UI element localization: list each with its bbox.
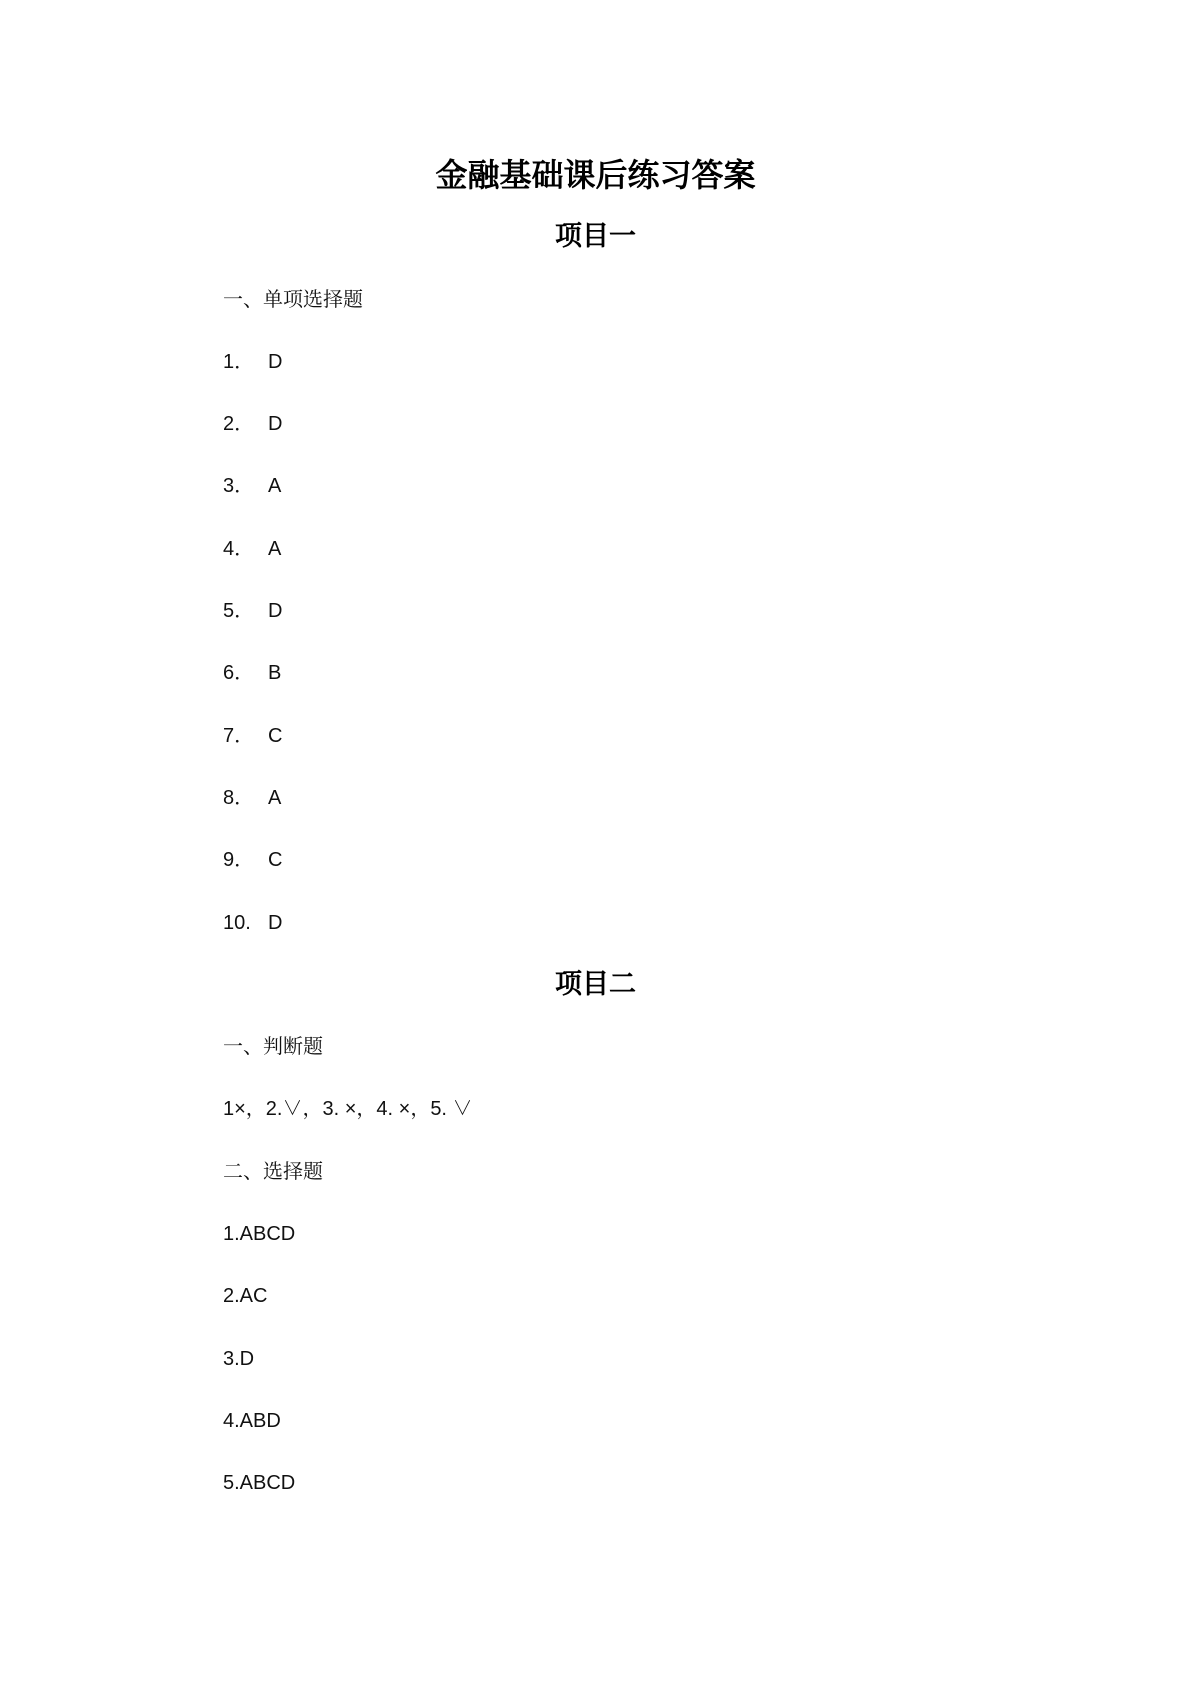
answer-item: 2.AC [223, 1285, 268, 1308]
answer-value: A [268, 475, 282, 498]
answer-number: 3． [223, 475, 255, 498]
answer-number: 4． [223, 537, 255, 560]
answer-value: D [268, 911, 283, 934]
answer-value: D [268, 413, 283, 436]
true-false-answers: 1×，2.∨，3. ×，4. ×，5. ∨ [223, 1098, 473, 1121]
answer-value: A [268, 786, 282, 809]
answer-item [0, 705, 1191, 767]
answer-value: C [268, 849, 283, 872]
answer-item: 1.ABCD [223, 1223, 296, 1246]
answer-item [0, 518, 1191, 580]
answer-item [0, 393, 1191, 455]
answer-value: D [268, 350, 283, 373]
section-heading-2: 项目二 [555, 968, 636, 1000]
part-label-choice: 二、选择题 [223, 1160, 323, 1183]
answer-item: 5.ABCD [223, 1472, 296, 1495]
answer-number: 6． [223, 662, 255, 685]
document-title: 金融基础课后练习答案 [435, 156, 756, 194]
answer-value: B [268, 662, 282, 685]
answer-item [0, 767, 1191, 829]
answer-item: 4.ABD [223, 1409, 281, 1432]
answer-value: A [268, 537, 282, 560]
answer-item [0, 455, 1191, 517]
answer-number: 8． [223, 786, 255, 809]
answer-number: 9． [223, 849, 255, 872]
part-label-single-choice: 一、单项选择题 [223, 288, 363, 311]
answer-item [0, 829, 1191, 891]
answer-item [0, 331, 1191, 393]
answer-number: 2． [223, 413, 255, 436]
answer-value: D [268, 600, 283, 623]
answer-item: 3.D [223, 1347, 255, 1370]
answer-number: 1． [223, 350, 255, 373]
answer-value: C [268, 724, 283, 747]
section-heading-1: 项目一 [555, 221, 636, 253]
part-label-true-false: 一、判断题 [223, 1036, 323, 1059]
answer-number: 5． [223, 600, 255, 623]
answer-number: 10. [223, 911, 251, 934]
answer-item [0, 642, 1191, 704]
answer-number: 7． [223, 724, 255, 747]
answer-item [0, 892, 1191, 954]
answer-item [0, 580, 1191, 642]
